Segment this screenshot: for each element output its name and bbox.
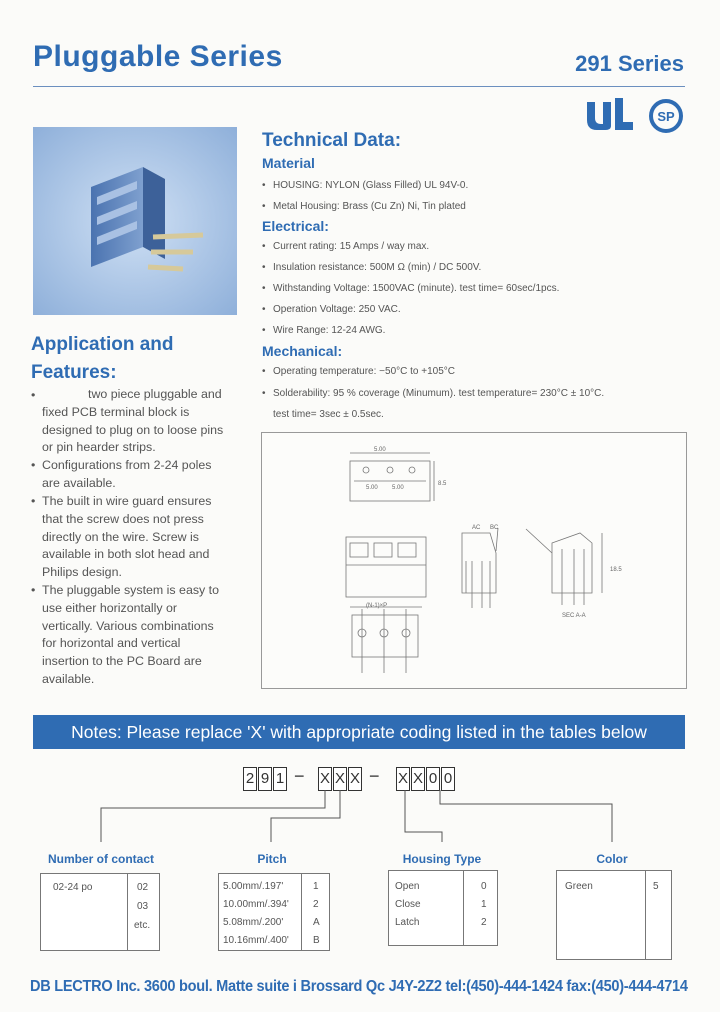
product-photo	[33, 127, 237, 315]
page-title: Pluggable Series	[33, 40, 283, 73]
application-heading: Application and	[31, 334, 174, 355]
housing-label: Housing Type	[402, 852, 482, 866]
drawing-label: BC	[490, 525, 499, 531]
table-cell: 2	[313, 899, 319, 910]
table-cell: etc.	[134, 920, 151, 931]
ul-logo-text: UL	[585, 96, 587, 97]
csa-logo-text: SP	[657, 109, 675, 124]
drawing-label: SEC A-A	[562, 613, 586, 619]
pitch-table	[218, 873, 330, 951]
code-digit: 9	[258, 767, 272, 791]
housing-table	[388, 870, 498, 946]
drawing-label: 8.5	[438, 481, 447, 487]
code-digit: X	[411, 767, 425, 791]
contacts-table	[40, 873, 160, 951]
spec-item: • Solderability: 95 % coverage (Minumum). test temperature= 230°C ± 10°C.	[273, 388, 604, 399]
footer-address: DB LECTRO Inc. 3600 boul. Matte suite i Brossard Qc J4Y-2Z2 tel:(450)-444-1424 fax:(450)-444-4714	[30, 978, 688, 995]
drawing-label: (N-1)×P	[366, 603, 388, 609]
table-cell: 03	[137, 901, 149, 912]
code-connector-lines	[0, 790, 720, 850]
table-cell: Green	[565, 881, 593, 892]
bullet: •	[31, 458, 36, 472]
table-cell: 02-24 po	[53, 882, 93, 893]
feature-item: Configurations from 2-24 poles are available.	[42, 458, 212, 490]
table-cell: 5	[653, 881, 659, 892]
table-cell: 10.00mm/.394'	[223, 899, 289, 910]
code-digit: X	[333, 767, 347, 791]
code-dash: −	[369, 766, 380, 786]
table-cell: Open	[395, 881, 420, 892]
ul-logo	[585, 96, 635, 132]
drawing-label: 18.5	[610, 567, 622, 573]
technical-heading: Technical Data:	[262, 130, 402, 151]
code-dash: −	[294, 766, 305, 786]
electrical-heading: Electrical:	[262, 218, 329, 234]
mechanical-heading: Mechanical:	[262, 343, 343, 359]
drawing-label: AC	[472, 525, 481, 531]
drawing-label: 5.00	[392, 485, 404, 491]
drawing-label: 5.00	[374, 447, 386, 453]
bullet: •	[31, 494, 36, 508]
table-cell: 1	[313, 881, 319, 892]
table-cell: 5.00mm/.197'	[223, 881, 284, 892]
csa-logo	[648, 98, 684, 134]
feature-item: two piece pluggable and fixed PCB terminal block is designed to plug on to loose pins or pin hearder strips.	[42, 387, 224, 455]
feature-item: The pluggable system is easy to use either horizontally or vertically. Various combinations for horizontal and vertical insertion to the PC Board are available.	[42, 583, 220, 686]
technical-drawing	[261, 432, 687, 689]
table-cell: 2	[481, 917, 487, 928]
spec-item: • Current rating: 15 Amps / way max.	[273, 241, 429, 252]
table-cell: Close	[395, 899, 421, 910]
table-cell: A	[313, 917, 320, 928]
code-digit: X	[318, 767, 332, 791]
spec-item: • HOUSING: NYLON (Glass Filled) UL 94V-0.	[273, 180, 468, 191]
code-digit: 1	[273, 767, 287, 791]
feature-item: The built in wire guard ensures that the screw does not press directly on the wire. Screw is available in both slot head and Philips design.	[42, 494, 212, 580]
spec-item: • Operation Voltage: 250 VAC.	[273, 304, 401, 315]
notes-banner: Notes: Please replace 'X' with appropriate coding listed in the tables below	[33, 715, 685, 749]
table-cell: 1	[481, 899, 487, 910]
code-digit: X	[348, 767, 362, 791]
code-digit: X	[396, 767, 410, 791]
spec-item-continued: test time= 3sec ± 0.5sec.	[273, 409, 384, 420]
code-digit: 0	[426, 767, 440, 791]
code-digit: 2	[243, 767, 257, 791]
table-cell: Latch	[395, 917, 420, 928]
spec-item: • Withstanding Voltage: 1500VAC (minute). test time= 60sec/1pcs.	[273, 283, 559, 294]
drawing-label: 5.00	[366, 485, 378, 491]
code-digit: 0	[441, 767, 455, 791]
spec-item: • Operating temperature: −50°C to +105°C	[273, 366, 455, 377]
bullet: •	[31, 583, 36, 597]
color-label: Color	[596, 852, 628, 866]
table-cell: 5.08mm/.200'	[223, 917, 284, 928]
table-cell: 02	[137, 882, 149, 893]
material-heading: Material	[262, 155, 315, 171]
features-heading: Features:	[31, 362, 117, 383]
color-table	[556, 870, 672, 960]
header-divider	[33, 86, 685, 87]
bullet: •	[31, 388, 36, 402]
table-cell: 0	[481, 881, 487, 892]
spec-item: • Metal Housing: Brass (Cu Zn) Ni, Tin plated	[273, 201, 466, 212]
series-title: 291 Series	[575, 51, 684, 76]
contacts-label: Number of contact	[47, 852, 154, 866]
spec-item: • Wire Range: 12-24 AWG.	[273, 325, 385, 336]
table-cell: 10.16mm/.400'	[223, 935, 289, 946]
spec-item: • Insulation resistance: 500M Ω (min) / DC 500V.	[273, 262, 481, 273]
pitch-label: Pitch	[257, 852, 287, 866]
table-cell: B	[313, 935, 320, 946]
